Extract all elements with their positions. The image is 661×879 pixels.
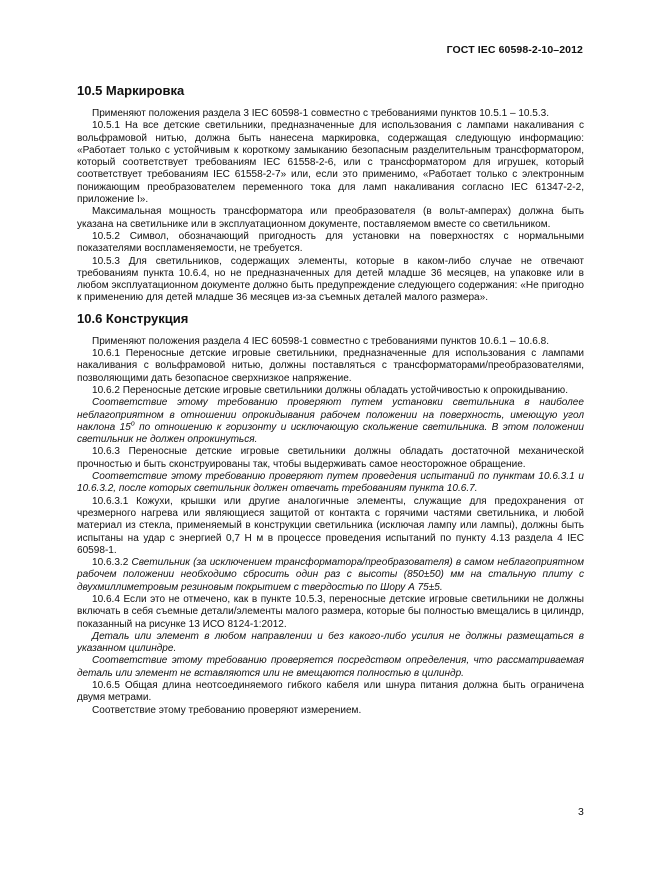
paragraph: Применяют положения раздела 4 IEC 60598-1 совместно с требованиями пунктов 10.6.1 – 10.6.8. [92,335,550,347]
paragraph: 10.6.1 Переносные детские игровые светильники, предназначенные для использования с лампами накаливания с вольфрамовой нитью, должны поставляться с трансформаторами/преобразователями, позволяющими дать безопасное сверхнизкое напряжение. [77,348,584,384]
compliance-paragraph [77,397,584,446]
text-fragment: Светильник (за исключением трансформатора/преобразователя) в самом неблагоприятном рабочем положении необходимо сбросить один раз с высоты (850±50) мм на стальную плиту с двухмиллиметровым резиновым покрытием с твердостью по Шору А 75±5. [77,557,584,593]
compliance-paragraph: Соответствие этому требованию проверяется посредством определения, что рассматриваемая деталь или элемент не вставляются или не вмещаются полностью в цилиндр. [77,655,584,679]
compliance-paragraph: Деталь или элемент в любом направлении и без какого-либо усилия не должны размещаться в указанном цилиндре. [77,630,584,655]
degree-mark: o [130,420,135,428]
paragraph: Соответствие этому требованию проверяют измерением. [92,704,362,716]
paragraph: 10.6.5 Общая длина неотсоединяемого гибкого кабеля или шнура питания должна быть ограничена двумя метрами. [77,680,584,704]
page-number: 3 [578,806,584,818]
standard-header: ГОСТ IEC 60598-2-10–2012 [446,44,583,56]
paragraph: 10.5.3 Для светильников, содержащих элементы, которые в каком-либо случае не отвечают требованиям пункта 10.6.4, но не предназначенных для детей младше 36 месяцев, на упаковке или в любом эксплуатационном документе должно быть предупреждение следующего содержания: «Не пригодно к применению для детей младше 36 месяцев из-за съемных деталей малого размера». [77,255,584,304]
text-fragment: по отношению к горизонту и исключающую скольжение светильника. В этом положении светильник не должен опрокинуться. [77,421,584,446]
page-content [77,84,584,717]
section-10-5-title: 10.5 Маркировка [77,83,185,98]
paragraph: 10.5.2 Символ, обозначающий пригодность для установки на поверхностях с нормальными показателями воспламеняемости, не требуется. [77,230,584,255]
paragraph: 10.6.3.1 Кожухи, крышки или другие аналогичные элементы, служащие для предохранения от чрезмерного нагрева или являющиеся защитой от контакта с горячими частями светильника, и любой материал из стекла, применяемый в конструкции светильника (исключая лампу или лампы), должны быть испытаны на удар с энергией 0,7 Н м в процессе проведения испытаний по пункту 4.13 раздела 4 IEC 60598-1. [77,495,584,556]
paragraph: 10.6.2 Переносные детские игровые светильники должны обладать устойчивостью к опрокидыванию. [92,384,569,396]
paragraph: 10.6.3 Переносные детские игровые светильники должны обладать достаточной механической прочностью и быть сконструированы так, чтобы выдерживать самое неосторожное обращение. [77,446,584,470]
paragraph: 10.5.1 На все детские светильники, предназначенные для использования с лампами накаливания с вольфрамовой нитью, должна быть нанесена маркировка, содержащая следующую информацию: «Работает только с устойчивым к короткому замыканию безопасным разделительным трансформатором, который соответствует требованиям IEC 61558-2-6, или с трансформатором для игрушек, который соответствует требованиям IEC 61558-2-7» или, если это применимо, «Работает только с электронным понижающим преобразователем переменного тока для ламп накаливания согласно IEC 61347-2-2, приложение I». [77,120,584,206]
paragraph: Применяют положения раздела 3 IEC 60598-1 совместно с требованиями пунктов 10.5.1 – 10.5.3. [92,108,550,119]
section-10-6-title: 10.6 Конструкция [77,310,189,326]
text-fragment: Соответствие этому требованию проверяют путем установки светильника в наиболее неблагоприятном в отношении опрокидывания рабочем положении на поверхность, имеющую угол наклона 15 [77,397,584,433]
paragraph: Максимальная мощность трансформатора или преобразователя (в вольт-амперах) должна быть указана на светильнике или в эксплуатационном документе, поставляемом вместе со светильником. [77,206,584,230]
paragraph [77,557,584,594]
compliance-paragraph: Соответствие этому требованию проверяют путем проведения испытаний по пунктам 10.6.3.1 и 10.6.3.2, после которых светильник должен отвечать требованиям пункта 10.6.7. [77,471,584,495]
clause-number: 10.6.3.2 [92,557,132,569]
paragraph: 10.6.4 Если это не отмечено, как в пункте 10.5.3, переносные детские игровые светильники не должны включать в себя съемные детали/элементы малого размера, которые бы полностью вмещались в цилиндр, показанный на рисунке 13 ИСО 8124-1:2012. [77,593,584,630]
